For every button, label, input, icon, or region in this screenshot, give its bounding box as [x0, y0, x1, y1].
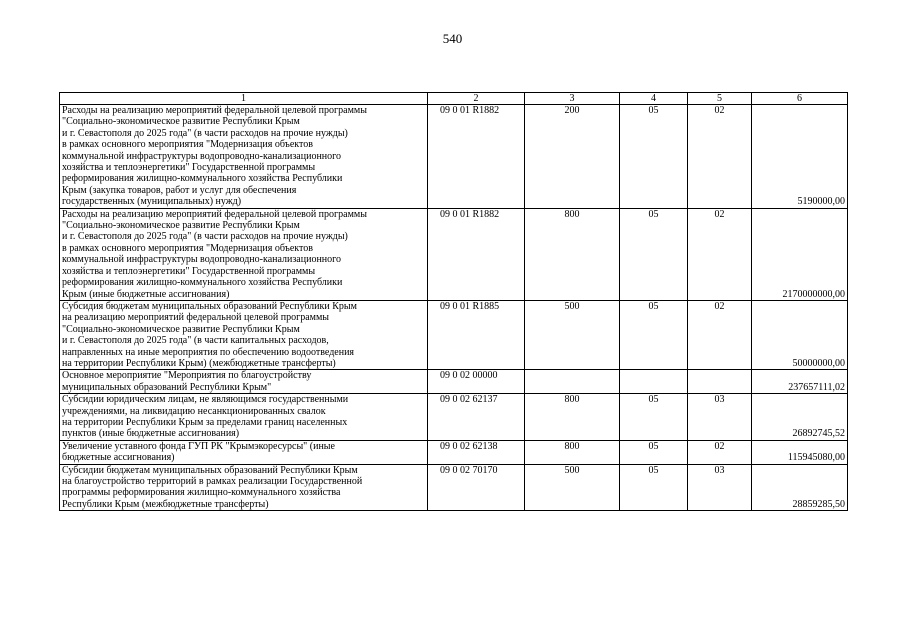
column-header: 4 — [620, 93, 688, 105]
row-name-cell: Увеличение уставного фонда ГУП РК "Крымэкоресурсы" (иные бюджетные ассигнования) — [60, 440, 428, 464]
row-name-cell: Расходы на реализацию мероприятий федеральной целевой программы "Социально-экономическое развитие Республики Крым и г. Севастополя до 2025 года" (в части расходов на прочие нужды) в рамках основного мероприятия "Модернизация объектов коммунальной инфраструктуры водопроводно-канализационного хозяйства и теплоэнергетики" Государственной программы реформирования жилищно-коммунального хозяйства Республики Крым (закупка товаров, работ и услуг для обеспечения государственных (муниципальных) нужд) — [60, 105, 428, 209]
column-header: 2 — [428, 93, 525, 105]
row-subsection-cell: 02 — [688, 300, 752, 369]
row-sum-cell: 5190000,00 — [752, 105, 848, 209]
row-section-cell: 05 — [620, 105, 688, 209]
table-row — [60, 208, 848, 300]
table-row — [60, 464, 848, 511]
page-number: 540 — [442, 31, 463, 46]
row-sum-cell: 115945080,00 — [752, 440, 848, 464]
row-expense-type-cell: 500 — [525, 300, 620, 369]
row-section-cell: 05 — [620, 464, 688, 511]
table-row — [60, 300, 848, 369]
row-section-cell: 05 — [620, 394, 688, 441]
row-section-cell: 05 — [620, 440, 688, 464]
row-section-cell — [620, 370, 688, 394]
row-expense-type-cell — [525, 370, 620, 394]
row-code-cell: 09 0 01 R1885 — [428, 300, 525, 369]
row-sum-cell: 50000000,00 — [752, 300, 848, 369]
row-subsection-cell — [688, 370, 752, 394]
column-header: 5 — [688, 93, 752, 105]
table-row — [60, 370, 848, 394]
row-code-cell: 09 0 01 R1882 — [428, 105, 525, 209]
row-section-cell: 05 — [620, 300, 688, 369]
row-code-cell: 09 0 02 00000 — [428, 370, 525, 394]
row-subsection-cell: 02 — [688, 105, 752, 209]
budget-table — [59, 92, 848, 511]
row-expense-type-cell: 800 — [525, 440, 620, 464]
row-name-cell: Субсидии бюджетам муниципальных образований Республики Крым на благоустройство территорий в рамках реализации Государственной программы реформирования жилищно-коммунального хозяйства Республики Крым (межбюджетные трансферты) — [60, 464, 428, 511]
row-code-cell: 09 0 01 R1882 — [428, 208, 525, 300]
column-header: 6 — [752, 93, 848, 105]
row-subsection-cell: 02 — [688, 440, 752, 464]
row-code-cell: 09 0 02 62138 — [428, 440, 525, 464]
row-section-cell: 05 — [620, 208, 688, 300]
row-expense-type-cell: 200 — [525, 105, 620, 209]
row-code-cell: 09 0 02 62137 — [428, 394, 525, 441]
table-row — [60, 105, 848, 209]
row-sum-cell: 28859285,50 — [752, 464, 848, 511]
row-subsection-cell: 03 — [688, 394, 752, 441]
row-expense-type-cell: 800 — [525, 394, 620, 441]
row-code-cell: 09 0 02 70170 — [428, 464, 525, 511]
row-subsection-cell: 03 — [688, 464, 752, 511]
row-sum-cell: 2170000000,00 — [752, 208, 848, 300]
row-name-cell: Основное мероприятие "Мероприятия по благоустройству муниципальных образований Республики Крым" — [60, 370, 428, 394]
table-header-row — [60, 93, 848, 105]
row-name-cell: Субсидия бюджетам муниципальных образований Республики Крым на реализацию мероприятий федеральной целевой программы "Социально-экономическое развитие Республики Крым и г. Севастополя до 2025 года" (в части капитальных расходов, направленных на иные мероприятия по обеспечению водоотведения на территории Республики Крым) (межбюджетные трансферты) — [60, 300, 428, 369]
row-expense-type-cell: 500 — [525, 464, 620, 511]
row-sum-cell: 237657111,02 — [752, 370, 848, 394]
row-name-cell: Расходы на реализацию мероприятий федеральной целевой программы "Социально-экономическое развитие Республики Крым и г. Севастополя до 2025 года" (в части расходов на прочие нужды) в рамках основного мероприятия "Модернизация объектов коммунальной инфраструктуры водопроводно-канализационного хозяйства и теплоэнергетики" Государственной программы реформирования жилищно-коммунального хозяйства Республики Крым (иные бюджетные ассигнования) — [60, 208, 428, 300]
table-row — [60, 394, 848, 441]
row-subsection-cell: 02 — [688, 208, 752, 300]
row-name-cell: Субсидии юридическим лицам, не являющимся государственными учреждениями, на ликвидацию несанкционированных свалок на территории Республики Крым за пределами границ населенных пунктов (иные бюджетные ассигнования) — [60, 394, 428, 441]
row-expense-type-cell: 800 — [525, 208, 620, 300]
column-header: 1 — [60, 93, 428, 105]
column-header: 3 — [525, 93, 620, 105]
row-sum-cell: 26892745,52 — [752, 394, 848, 441]
table-row — [60, 440, 848, 464]
